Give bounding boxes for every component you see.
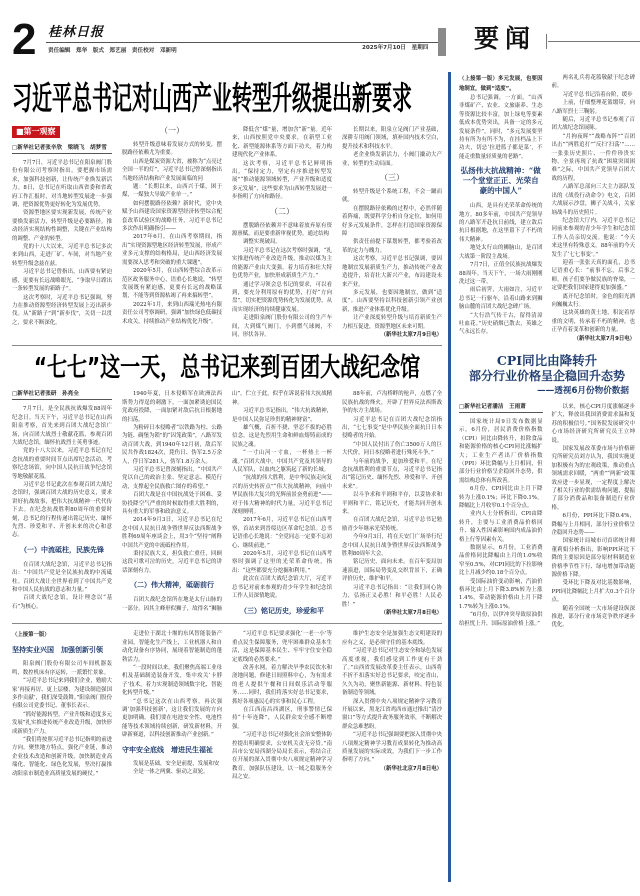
paragraph: “一寸山河一寸血，一杯热土一杯魂。”百团大战中，中国共产党及其领导的人民军队，以血肉之躯筑起了新的长城。 (232, 450, 332, 473)
paragraph: 国家统计局城市司首席统计师董莉娟分析指出，影响PPI环比下降的主要原因是部分原材料制造业价格季节性下行、绿电增加带动能源价格下降。 (551, 538, 635, 578)
paragraph: “习近平总书记来到我们企业，勉励大家‘再接再厉、更上层楼，为建设制造强国多作贡献’，我们深受鼓舞。”阳泉阀门股份有限公司党委书记、董事长表示。 (12, 678, 113, 710)
paragraph: 习近平总书记曾深刻指出，“中国共产党以自己的政治主张、坚定意志、模范行动，支撑起全民族救亡图存的希望。” (122, 467, 223, 490)
subheading: （一）中流砥柱，民族先锋 (20, 545, 104, 554)
continued-note: （上接第一版） (12, 632, 50, 639)
paragraph: 国家统计局9日发布数据显示，6月份，居民消费价格指数（CPI）同比由降转升，扣除食品和能源价格的核心CPI同比涨幅扩大；工业生产者出厂价格指数（PPI）环比降幅与上月相同，但部分行业价格呈企稳回升态势，供需结构总体有所改善。 (459, 418, 543, 484)
paragraph: “一段时间以来，我们聚焦高端工业母机及基础制造装备开发，集中攻关‘卡脖子’技术，着力实现制造领域数字化、智能化转型升级。” (122, 664, 223, 697)
paragraph: 习近平总书记在百团大战纪念馆指出，“七七事变”是中华民族全面抗日日本侵略者的开始。 (342, 416, 442, 440)
paragraph: 习近平总书记此次在参观百团大战纪念馆时，强调百团大战的历史意义，要求讲好抗战故事，把伟大抗战精神一代代传下去。在纪念抗战胜利80周年的重要时刻，总书记的行程传递出铭记历史、缅怀先烈、珍爱和平、开创未来的决心和意志。 (12, 482, 112, 539)
paragraph: 今年9月3日，将在天安门广场举行纪念中国人民抗日战争暨世界反法西斯战争胜利80周年大会。 (342, 534, 442, 558)
paragraph: 雨后初霁，大雨如注，习近平总书记一行驱车，沿着山路来到狮脑山麓的百团大战纪念碑广场。 (459, 287, 543, 311)
main-news-area (12, 78, 443, 782)
paragraph: 转型升级意味着发展方式的转变，摆脱路径依赖尤为重要。 (122, 142, 222, 157)
section-rule-cap (546, 34, 547, 49)
paragraph: 铭记历史，面向未来。在百年变局加速演进，国际局势变乱交织背景下，正确评价历史，维护和平。 (342, 559, 442, 583)
dateline: （新华社北京7月8日电） (380, 765, 442, 772)
paragraph: 以来，核心CPI月度涨幅逐步扩大，释放出我国消费需求温和复苏的积极信号。”国务院发展研究中心市场经济研究所研究员王立坤说。 (551, 403, 635, 444)
newspaper-logo: 桂林日报 (48, 25, 105, 40)
paragraph: “抓好能源转型，产业升级和适度多元发展”扎实推进传统产业改造升级，加快形成新质生产力。 (12, 711, 113, 735)
paragraph: 走进位于湖北十堰的东风智能装备产业园，智能化生产线上，工业机器人和自动化设备有序协同，展现着智能制造的蓬勃活力。 (122, 631, 222, 663)
paragraph: 摆脱路径依赖并不意味着放弃原有资源禀赋，而是要重新审视优势，通过结构 (232, 222, 332, 238)
paragraph: 八路军总部向三大主力部队发出的《战役行动命令》电文，百团大战展示沙盘，狮子关战斗，关家垴战斗的历史照片。 (551, 184, 635, 216)
column-tag: ■第一观察 (12, 126, 60, 138)
byline: □新华社记者潘洁 王雨萧 (459, 403, 543, 413)
paragraph: “习近平总书记对生态安全和绿色发展高度重视，我们感觉到工作更有干劲了。”山西省发展改革委主任表示，山西将不折不扣落实好总书记要求，咬定青山，久久为功，聚焦新能源、新材料、特色装备制造等领域。 (342, 648, 443, 697)
paragraph: 百团大战是在中国抗战处于困难、妥协投降空气严重的时候取得重大胜利的，具有重大的军事和政治意义。 (122, 492, 222, 516)
section-number: （二） (270, 206, 294, 216)
section-number: （三） (380, 173, 404, 183)
paragraph: 长期以来，阳泉立足阀门产业基础，深耕专用阀门领域，填补国内技术空白，提升技术和科技水平。 (342, 127, 442, 150)
paragraph: 这次考察时，习近平总书记强调，努力在推动资源型经济转型发展上迈出新步伐。从“新路子”到“新步伐”，关切一以贯之，要求不断深化。 (12, 294, 112, 326)
paragraph: 深入贯彻中央八项规定精神学习教育开展以来，黑龙江省鸡西市通过推出“清沙窗口”等方式提升政务服务效率，不断解决群众急难愁盼。 (342, 698, 442, 730)
paragraph: “大行浩气传千古，留得清漳吐血花。”历史硝烟已散去，英雄之气永远长存。 (459, 312, 543, 336)
paragraph: 随后，习近平总书记参观了百团大战纪念馆展陈。 (551, 117, 635, 132)
paragraph: 2022年1月，来到山西瑞光热电有限责任公司考察调研，强调“加快绿色低碳技术攻关，持续推动产业结构优化升级”。 (122, 301, 222, 325)
cpi-headline-line-1: CPI同比由降转升 (496, 353, 598, 368)
paragraph: 受环比下降及对比基数影响，PPI同比降幅比上月扩大0.3个百分点。 (551, 580, 635, 604)
article1-body (12, 126, 442, 339)
subheading: （二）伟大精神，砥砺前行 (130, 581, 214, 590)
paragraph: 百团大战纪念馆，设计理念以“基石”为核心。 (12, 595, 112, 610)
editor-credits: 责任编辑 郑华 版式 郑艺丽 责任校对 邓新明 (48, 48, 177, 54)
paragraph: 习近平总书记指出，“伟大抗战精神，是中国人民弥足珍贵的精神财富”。 (232, 408, 333, 423)
paragraph: 随着全国统一大市场建设纵深推进，部分行业市场竞争秩序逐步优化。 (551, 605, 635, 629)
paragraph: 如何摆脱路径依赖？新时代，党中央赋予山西建设国家资源型经济转型综合配套改革试验区的战略任务，习近平总书记多次作出明确指引—— (122, 200, 222, 233)
paragraph: 数据显示，6月份，工业消费品价格同比降幅由上月的1.0%收窄至0.5%，对CPI同比的下拉影响比上月减少约0.18个百分点。 (459, 544, 543, 577)
paragraph: 此次在百团大战纪念馆大厅，习近平总书记对前来参观的青少年学生和纪念馆工作人员深情地说。 (232, 576, 332, 600)
paragraph: 在江西南昌西湖区，刑事警情已保持“十年连降”，人民群众安全感不断增强。 (232, 706, 332, 730)
page-number: 2 (12, 15, 37, 64)
paragraph: 山西，是具有光荣革命传统的地方。80多年前，中国共产党领导的八路军开赴抗日前线，建立敌后抗日根据地，在这里留下了不朽的伟大精神。 (459, 203, 543, 243)
paragraph: 降低含“煤”量，增加含“新”量。近年来，山西按照党中央要求，在新型工业化、新型能源体系等方面下功夫，着力构建现代化产业体系。 (232, 127, 332, 159)
paragraph: 这次考察，习近平总书记强调，要因地制宜发展新质生产力，推动传统产业改造提升，培育壮大新兴产业，布局建设未来产业。 (342, 256, 442, 288)
paragraph: 2014年9月3日，习近平总书记在纪念中国人民抗日战争暨世界反法西斯战争胜利69周年座谈会上，用3个“坚持”阐释中国共产党的中流砥柱作用。 (122, 517, 222, 549)
paragraph: 与年前的战争，更加珍爱和平。在纪念抗战胜利的重要节点，习近平总书记指出“铭记历史、缅怀先烈、珍爱和平、开创未来”。 (342, 458, 442, 490)
continued-note: （上接第一版）多元发展，也要因地制宜，做到“适度”。 (459, 76, 543, 92)
right-rail (459, 74, 635, 630)
paragraph: 这块英雄的黄土地，积淀着厚重的文明，传承着不朽的精神，也正孕育着变革和创新的力量。 (551, 310, 635, 334)
cpi-headline-line-2: 部分行业价格呈企稳回升态势 (468, 369, 625, 384)
article-divider (12, 623, 442, 624)
paragraph: 6月份，CPI同比由上月下降转为上涨0.1%；环比下降0.1%，降幅比上月收窄0.1个百分点。 (459, 486, 543, 509)
dateline: （新华社太原7月8日电） (380, 609, 442, 616)
paragraph: 为粉碎日本侵略者“以铁路为柱、公路为链、碉堡为锁”的“囚笼政策”，八路军发动百团大战，到1940年12月初，敌后军民共作战1824次，毙伤日、伪军2.5万余人，俘日军281人，伪军1.8万余人。 (122, 424, 223, 465)
paragraph: “中国人民付出了伤亡3500万人的巨大代价，同日本侵略者进行殊死斗争。” (342, 441, 442, 457)
paragraph: 在百团大战纪念馆，习近平总书记勉励青少年继承光荣传统。 (342, 517, 442, 532)
paragraph: 百团大战纪念馆所在地是太行山脉的一部分。因其主峰形似狮子，故得名“狮脑山”。伫立于此，似乎在诉说着伟大抗战精神。 (122, 391, 332, 612)
paragraph: “月拘夜晖”“战略布阵”“百团出击”“两胜追打”“反扫‘扫荡’”……一张张历史照片、一件件珍贵实物，全景再现了抗战“困境突围困难”之际，中国共产党领导百团大战的历程。 (551, 133, 635, 182)
paragraph: 88年前，卢沟桥畔的枪声，点燃了全民族抗战的烽火，开辟了世界反法西斯战争的东方主战场。 (342, 391, 442, 415)
column-rule (448, 72, 451, 882)
paragraph: 7月7日，习近平总书记在阳泉阀门股份有限公司考察时指出，要把握市场需求，加强科技创新，让传统产业焕发新活力。8日，总书记在听取山西省委和省政府工作汇报时，对当地转型发展进一步强调，把资源优势更好转化为发展优势。 (12, 160, 112, 209)
paragraph: 在百团大战纪念馆，习近平总书记指出：“中国共产党是全民族抗战的中流砥柱。百团大战让全世界看到了中国共产党和中国人民抗战的意志和力量。” (12, 561, 112, 594)
paragraph: “习近平总书记要求强化‘一老一小’等重点民生保障服务，兜牢困难群众基本生活，这是保障基本民生、牢牢守住安全稳定底线的必然要求。” (232, 631, 332, 663)
paragraph: 2017年6月，习近平总书记在山西考察，首站来到晋绥边区革命纪念馆。总书记语重心长地说：“全党同志一定要不忘初心、继续前进。” (232, 517, 332, 549)
subheading: 守牢安全底线 增进民生福祉 (122, 744, 213, 754)
issue-date: 2025年7月10日 星期四 (362, 45, 429, 51)
paragraph: 2020年5月，习近平总书记在山西考察时强调了这里的光荣革命传统，指出：“这些都要充分挖掘和利用。” (232, 551, 332, 574)
paragraph: 走进阳泉阀门股份有限公司的生产车间，大到煤气阀门，小到燃气球阀，不同，形状各异。 (232, 315, 332, 338)
article3-body (12, 630, 442, 781)
subheading: （三）铭记历史，珍爱和平 (240, 606, 324, 615)
paragraph: 以斗争求和平则和平存，以妥协求和平则和平亡，铭记历史，才能共同开创未来。 (342, 492, 442, 516)
paragraph: 多元发展，也要因地制宜，做到“适度”。山西要坚持以科技创新引领产业创新，推进产业体系优化升级。 (342, 289, 442, 313)
paragraph: 习近平总书记指出：“让我们同心协力，弘扬正义必胜！和平必胜！人民必胜！” (342, 584, 442, 608)
byline: □新华社记者张研 孙亮全 (12, 390, 112, 400)
paragraph: 国家发展改革委市场与价格研究所研究员刘方认为，我国实施更加积极有为的宏观政策，推动重点领域需求回暖，“两重”“两新”政策效应进一步显现，一定程度上解决了相关行业的供需结构问题，提振了部分消费品和装备制造行业价格。 (551, 445, 635, 511)
paragraph: 老企业焕发新活力，小阀门撬动大产业，转型的生动局面。 (342, 152, 442, 167)
right-article-body (459, 74, 635, 343)
paragraph: “习近平总书记强调要把深入贯彻中央八项规定精神学习教育成果转化为推动高质量发展的实际成效，为我们下一步工作指明了方向。” (342, 732, 443, 764)
paragraph: 纪念馆大厅内，习近平总书记同前来参观的青少年学生和纪念馆工作人员亲切交流。他说：“今天来这里有特殊意义。88年前的今天发生了‘七七事变’。” (551, 217, 635, 258)
paragraph: 转型升级是个系统工程，不会一蹴而就。 (342, 189, 442, 204)
article2-headline: “七七”这一天，总书记来到百团大战纪念馆 (33, 351, 421, 383)
paragraph: “抗战的伟大胜利，是中华民族走向复兴的历史转折点”“伟大抗战精神，向前中华民族伟大复兴的光辉前景奋勇前进”——对于伟大精神的时代力量，习近平总书记深刻阐明。 (232, 475, 333, 516)
masthead-rule (46, 42, 446, 43)
article2-body (12, 390, 442, 617)
paragraph: 供责任前提下谋划转型，都考验着改革的定力与魄力。 (342, 239, 442, 254)
section-rule (548, 41, 640, 42)
paragraph: 习近平总书记沿着台阶，缓步 (562, 91, 633, 98)
paragraph: 让产业深度转型升级与培育新质生产力相互促进，资源型地区未来可期。 (342, 315, 442, 330)
paragraph: 改善水网，着力解决旱季农民饮水和浇地问题，修建日间照料中心，为有需求的老人提供午餐和日间娱乐活动等服务……同时，我们将落实好总书记要求，抓好各项惠民心的实事和民心工程。 (232, 664, 332, 705)
paragraph: 业内人士分析指出，CPI由降转升，主要与工业消费品价格回升、输入性因素影响国内成品油价格上行等因素有关。 (459, 511, 543, 543)
paragraph: 全是一体之两翼、驱动之双轮。 (133, 769, 209, 775)
paragraph: 习近平总书记在这次考察时强调，“扎实推进传统产业改造升级，推动以煤为主的能源产业由大变强，着力培育和壮大特色优势产业，加快形成新质生产力。” (232, 247, 333, 280)
paragraph: 7月7日，是全民族抗战爆发88周年纪念日。当天下午，习近平总书记在山西阳泉考察，首先来到百团大战纪念馆广场，向百团大战烈士敬献花篮，参观百团大战纪念馆，缅怀抗战烈士英勇事迹。 (12, 406, 112, 446)
paragraph: 资源型地区要实现新发展，传统产业要焕发新活力，转型升级是必要路径。推动经济实现结构性调整，关键在产业结构的调整、产业的转型。 (12, 210, 112, 242)
section-number: （一） (160, 126, 184, 135)
paragraph: 维护生态安全是加强生态文明建设的应有之义，是必须守住的基本底线。 (342, 631, 442, 646)
paragraph: 两名礼兵将花篮敬献于纪念碑前。 (551, 75, 635, 90)
paragraph: 雄气概，百折不挠、坚忍不拔的必胜信念。这是先烈用生命和鲜血熔铸而成的民族之魂。 (232, 424, 332, 448)
paragraph: 在摆脱路径依赖的过程中，必然伴随着阵痛，既要科学分析自身定位，如何用好多元发展条件，怎样在打造国家资源保障 (342, 205, 442, 238)
paragraph: 山西是煤炭资源大省，被称为“点亮过全国一半的灯”，习近平总书记曾深刻指出当地经济结构和产业发展面临的问 (122, 158, 223, 182)
paragraph: 通过学习领会总书记的要求，可以看到，要充分利用原有的优势，打好“方向盘”，切实把资源优势转化为发展优势，从而实现经济的持续健康发展。 (232, 281, 332, 313)
paragraph: 迎着一张张天真的面孔，总书记语重心长：“前事不忘，后事之师。孩子们要争做民族的脊梁，一定要把我们国家建得更加强盛。” (551, 259, 635, 292)
cpi-headline-block (459, 353, 635, 397)
paragraph: “我们将按照习近平总书记指明的前进方向，聚焦地方特点，强化产业链，推动企业技术改造和创新升级，加快制造业高端化、智能化、绿色化发展，坚决打赢推动阳泉市制造业高质量发展的硬仗。” (12, 736, 113, 777)
paragraph: 发展是基础，安全是前提，发展和安 (133, 760, 220, 767)
paragraph: 地处太行山的狮脑山，是百团大战第一阶段主战场。 (459, 245, 543, 260)
paragraph: 7月7日，正值全民族抗战爆发88周年。当天下午，一场大雨刚刚洗过这一带。 (459, 262, 543, 285)
section-title: 要闻 (474, 24, 537, 53)
paragraph: “6月份，以伊冲突导致原油供给担忧上升，国际原油价格上涨。” (459, 612, 543, 627)
byline: □新华社记者张辛欣 梁晓飞 胡梦雪 (12, 144, 112, 154)
paragraph: 上前，仔细整理花篮缎带，向八路军烈士三鞠躬。 (551, 100, 635, 115)
main-headline: 习近平总书记对山西产业转型升级提出新要求 (12, 78, 412, 118)
paragraph: 6月份，PPI环比下降0.4%，降幅与上月相同，部分行业价格呈企稳回升态势—— (551, 513, 635, 536)
cpi-subtitle: ——透视6月份物价数据 (537, 385, 629, 396)
sub-article-headline: 弘扬伟大抗战精神：“做一个堂堂正正、光荣自豪的中国人” (460, 166, 541, 196)
paragraph: 秉持民族大义，担负救亡重任，回顾这段可歌可泣的历史，习近平总书记的讲话深刻有力。 (122, 551, 222, 574)
paragraph: 党的十八大以来，习近平总书记多次来到山西，走进厂矿、车间，对当地产业转型升级念兹在兹。 (12, 244, 112, 267)
paragraph: 阳泉阀门股份有限公司车间机器轰鸣，数控机床有序运转，一派繁忙景象。 (12, 661, 112, 676)
paragraph: 受国际油价变动影响，汽油价格环比由上月下降3.8%转为上涨1.4%，带动能源价格由上月下降1.7%转为上涨0.1%。 (459, 578, 543, 610)
paragraph: “总书记这次在山西考察，再次强调‘加强科技创新’，这让我们发展的方向更加明确。我们要在电池安全性、电池性能等技术领域持续创新，研发新材料，开辟新赛道，以科技创新推动产业创新。” (122, 698, 222, 739)
paragraph: 1940年夏，日本侵略军在欧洲法西斯势力得逞的刺激下，一面加紧诱迫国民党政府投降，一面加紧对敌后抗日根据地的扫荡。 (122, 391, 222, 423)
paragraph: 2020年5月，在山西转型综合改革示范区政务服务中心，语重心长地说，“转型发展既有紧迫感，更要有长远的战略谋划，不能等到资源枯竭了再来搞转型”。 (122, 268, 222, 300)
cpi-body (459, 403, 635, 630)
paragraph: 党的十八大以来，习近平总书记在纪念抗战的重要时间节点出席纪念活动，考察纪念场馆，向中国人民抗日战争纪念馆等地敬献花篮。 (12, 448, 112, 480)
paragraph: 这次考察，习近平总书记鲜明指出，“保持定力，坚定有序推进转型发展”“推动能源领域转型，产业升级和适度多元发展”，这些要求为山西转型发展进一步指明了方向和路径。 (232, 160, 332, 201)
paragraph: 调整实现破局。 (243, 239, 281, 246)
paragraph: 离开纪念馆时，金色的阳光洒向巍巍太行。 (551, 293, 635, 308)
section-marker (438, 28, 446, 56)
paragraph: 总书记强调，一方面，“山西非煤矿产、农业、文旅康养、生态等资源比较丰富，加上绿电等要素低成本优势突出，具备一定的多元发展条件”，同时，“多元发展要坚持有所为有所不为，在挂档品上下功夫，切忌‘拉进篮子都是菜’，不能走重数量轻质量的老路”。 (459, 95, 543, 160)
subheading: 坚持实业兴国 加强创新引领 (12, 645, 103, 655)
dateline: （新华社太原7月9日电） (380, 331, 442, 338)
paragraph: 2017年6月，在山西考察期间，指出“实现资源型地区经济转型发展，形成产业多元支撑的结构格局，是山西经济发展需要深入思考和突破的重大课题”。 (122, 234, 222, 266)
paragraph: 习近平总书记曾指出，山西要有紧迫感，更要有长远战略眼光，“争取早日蹚出一条转型发展的新路子”。 (12, 269, 112, 293)
paragraph: 题：“长期以来，山西兴于煤，困于煤，一煤独大导致产业单一。” (122, 184, 222, 199)
dateline: （新华社太原7月9日电） (573, 335, 635, 342)
paragraph: “习近平总书记对强化社会治安整体防控提出明确要求，公安机关责无旁贷。”南昌市公安局西湖分局局长表示，将结合正在开展的深入贯彻中央八项规定精神学习教育，加强队伍建设，以一域之稳服务全局之安。 (232, 732, 333, 781)
article-divider (12, 345, 442, 346)
